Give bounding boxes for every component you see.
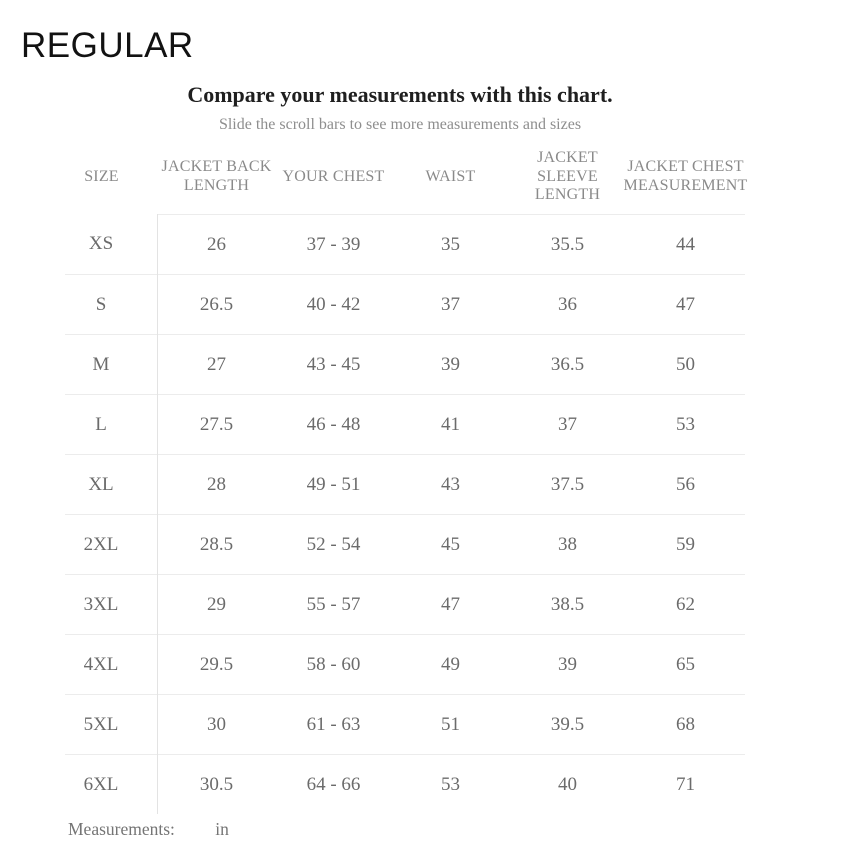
- measurement-value: 46 - 48: [306, 413, 361, 435]
- chart-subtitle: Slide the scroll bars to see more measurements and sizes: [218, 116, 582, 133]
- measurement-value: 36.5: [550, 353, 585, 375]
- measurement-value: 30.5: [199, 773, 234, 795]
- measurement-value: 47: [676, 293, 695, 315]
- measurement-value: 61 - 63: [306, 713, 361, 735]
- measurement-value: 26: [207, 233, 226, 255]
- column-header: [275, 140, 392, 214]
- measurement-value: 43 - 45: [306, 353, 361, 375]
- column-header: [392, 140, 509, 214]
- chart-title: Compare your measurements with this chart.: [187, 82, 613, 107]
- measure-column-headers: [158, 140, 748, 214]
- table-row: [158, 334, 745, 394]
- unit-value[interactable]: in: [215, 819, 229, 839]
- size-label: 2XL: [65, 514, 157, 574]
- measurement-value: 68: [676, 713, 695, 735]
- measurement-value: 40 - 42: [306, 293, 361, 315]
- measurement-value: 59: [676, 533, 695, 555]
- size-label: XS: [88, 233, 114, 254]
- measurement-value: 35.5: [550, 233, 585, 255]
- column-header-label: YOUR CHEST: [282, 167, 385, 185]
- measurement-value: 30: [207, 713, 226, 735]
- measurements-label: Measurements:: [68, 819, 175, 839]
- measurement-value: 39.5: [550, 713, 585, 735]
- measurement-value: 37.5: [550, 473, 585, 495]
- measurement-value: 38: [558, 533, 577, 555]
- measurement-value: 27.5: [199, 413, 234, 435]
- measurement-value: 65: [676, 653, 695, 675]
- measurement-value: 71: [676, 773, 695, 795]
- measurement-value: 55 - 57: [306, 593, 361, 615]
- size-column: [65, 214, 158, 814]
- measurements-scroll-area[interactable]: [158, 214, 745, 814]
- measurement-value: 58 - 60: [306, 653, 361, 675]
- measurement-value: 43: [441, 473, 460, 495]
- measurement-value: 28.5: [199, 533, 234, 555]
- measurement-value: 37: [441, 293, 460, 315]
- table-row: [158, 754, 745, 814]
- measurement-value: 29.5: [199, 653, 234, 675]
- measurement-value: 53: [676, 413, 695, 435]
- measurement-value: 56: [676, 473, 695, 495]
- table-row: [158, 394, 745, 454]
- size-column-header: SIZE: [84, 168, 119, 185]
- column-header: [509, 140, 626, 214]
- measurement-value: 27: [207, 353, 226, 375]
- table-row: [158, 214, 745, 274]
- table-row: [158, 454, 745, 514]
- size-label: L: [65, 394, 157, 454]
- measurements-footer: [68, 819, 229, 840]
- measurement-value: 62: [676, 593, 695, 615]
- column-header-label: JACKET BACK LENGTH: [161, 158, 272, 194]
- column-header-label: JACKET CHEST MEASUREMENT: [623, 158, 748, 194]
- measurement-value: 36: [558, 293, 577, 315]
- measurement-value: 28: [207, 473, 226, 495]
- size-label: 4XL: [65, 634, 157, 694]
- table-body: [65, 214, 745, 814]
- measurement-value: 37 - 39: [306, 233, 361, 255]
- measurement-value: 53: [441, 773, 460, 795]
- size-label: M: [65, 334, 157, 394]
- measurement-value: 49: [441, 653, 460, 675]
- measurement-value: 38.5: [550, 593, 585, 615]
- table-row: [158, 634, 745, 694]
- measurement-value: 49 - 51: [306, 473, 361, 495]
- column-header: [623, 140, 748, 214]
- size-label: XL: [65, 454, 157, 514]
- table-row: [158, 694, 745, 754]
- table-row: [158, 514, 745, 574]
- measurement-value: 29: [207, 593, 226, 615]
- measurement-value: 50: [676, 353, 695, 375]
- measurement-value: 35: [441, 233, 460, 255]
- size-label: 6XL: [65, 754, 157, 814]
- size-label: 5XL: [65, 694, 157, 754]
- measurement-value: 51: [441, 713, 460, 735]
- measurement-value: 41: [441, 413, 460, 435]
- fit-type-label: REGULAR: [21, 26, 194, 65]
- measurement-value: 40: [558, 773, 577, 795]
- measurement-value: 64 - 66: [306, 773, 361, 795]
- measurement-value: 45: [441, 533, 460, 555]
- size-label: S: [65, 274, 157, 334]
- measurement-value: 44: [676, 233, 695, 255]
- size-label: 3XL: [65, 574, 157, 634]
- measurement-value: 39: [558, 653, 577, 675]
- measurement-value: 37: [558, 413, 577, 435]
- size-chart-table: [65, 140, 748, 814]
- header-row: [65, 140, 748, 214]
- measurement-value: 52 - 54: [306, 533, 361, 555]
- measurement-value: 26.5: [199, 293, 234, 315]
- table-row: [158, 574, 745, 634]
- column-header-label: WAIST: [425, 167, 476, 185]
- measurement-value: 47: [441, 593, 460, 615]
- measurement-value: 39: [441, 353, 460, 375]
- table-row: [158, 274, 745, 334]
- column-header-label: JACKET SLEEVE LENGTH: [534, 148, 601, 204]
- column-header: [158, 140, 275, 214]
